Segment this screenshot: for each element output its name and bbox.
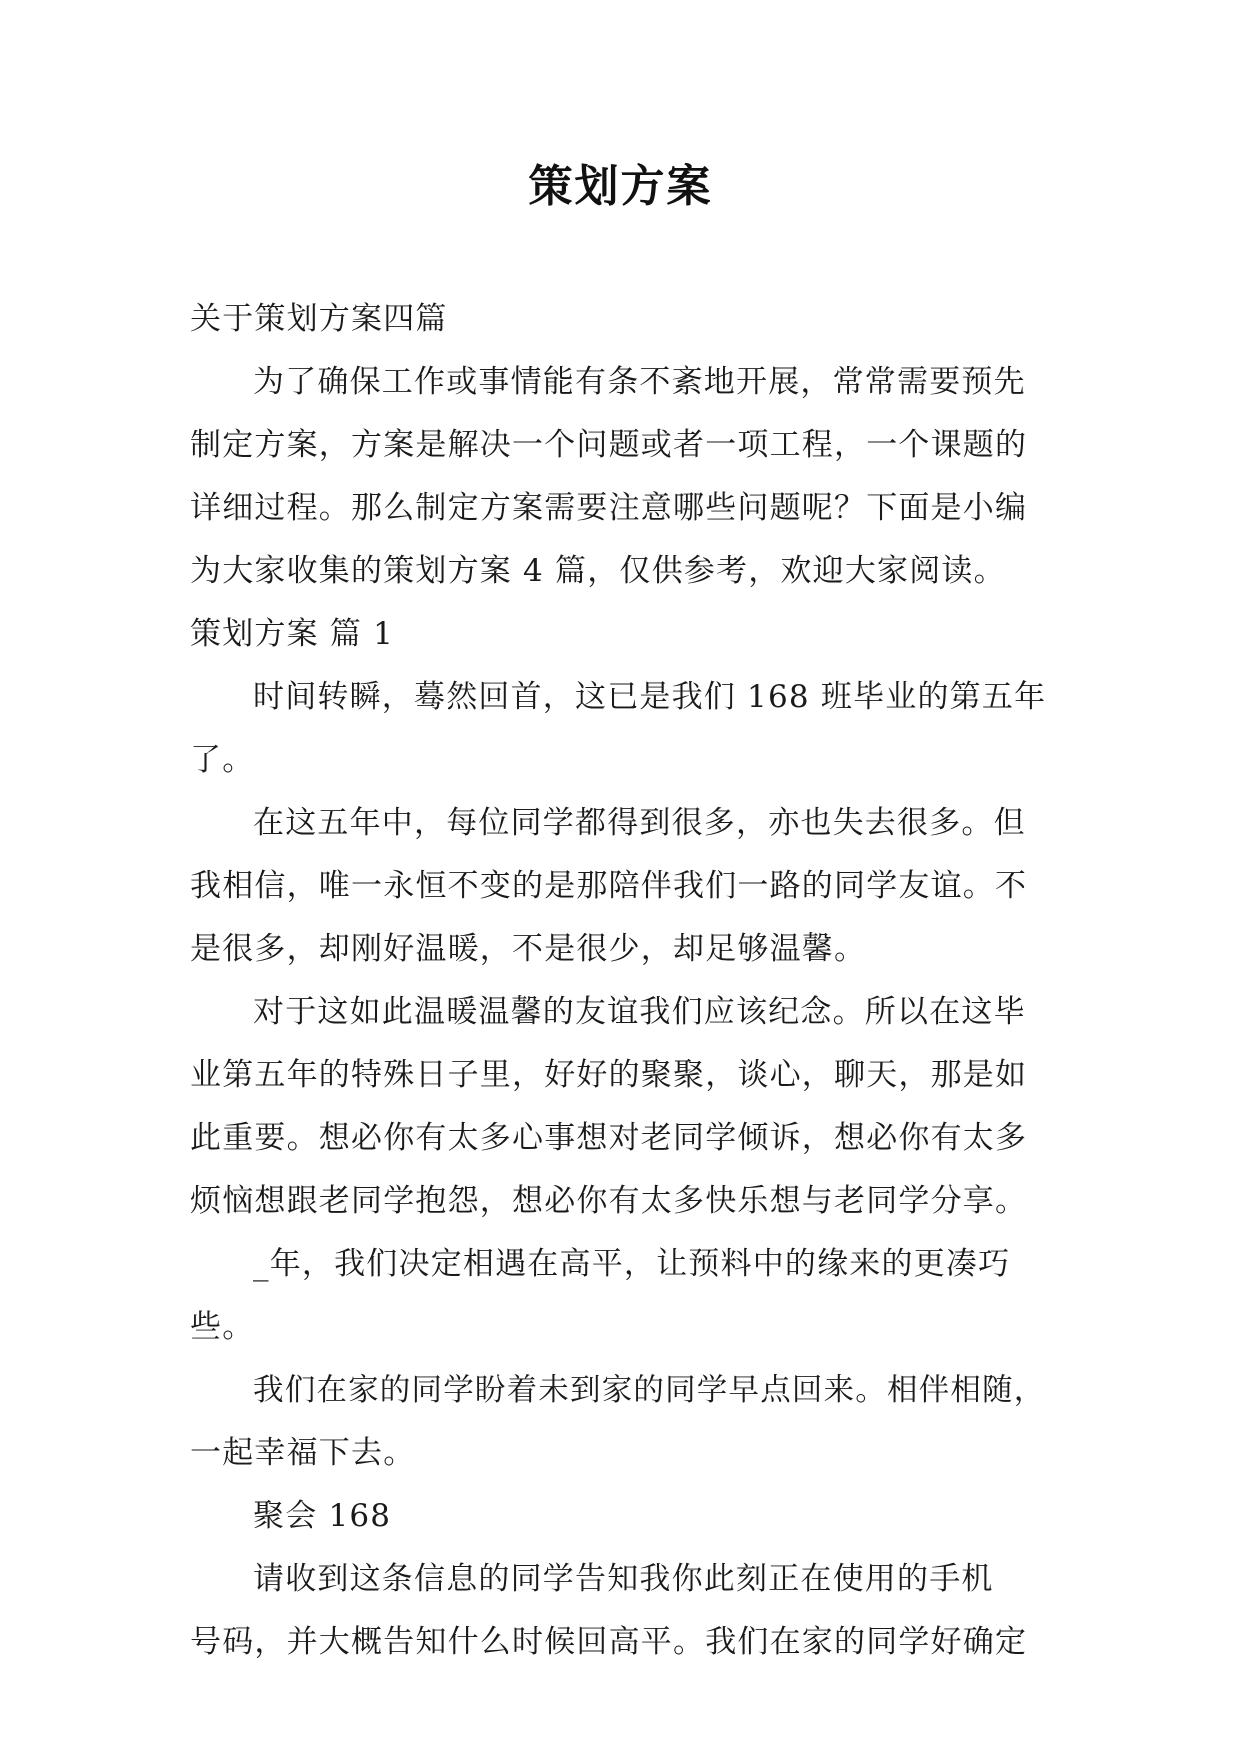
text-line-22: 号码，并大概告知什么时候回高平。我们在家的同学好确定 xyxy=(190,1624,1028,1660)
text-line-4: 详细过程。那么制定方案需要注意哪些问题呢？下面是小编 xyxy=(190,490,1028,526)
text-line-13: 业第五年的特殊日子里，好好的聚聚，谈心，聊天，那是如 xyxy=(190,1057,1028,1093)
text-line-17: 些。 xyxy=(190,1309,255,1345)
text-line-11: 是很多，却刚好温暖，不是很少，却足够温馨。 xyxy=(190,931,867,967)
text-line-8: 了。 xyxy=(190,742,255,778)
text-line-15: 烦恼想跟老同学抱怨，想必你有太多快乐想与老同学分享。 xyxy=(190,1183,1028,1219)
page-title: 策划方案 xyxy=(528,161,713,212)
text-line-19: 一起幸福下去。 xyxy=(190,1435,416,1471)
text-line-10: 我相信，唯一永恒不变的是那陪伴我们一路的同学友谊。不 xyxy=(190,868,1028,904)
text-line-9: 在这五年中，每位同学都得到很多，亦也失去很多。但 xyxy=(253,805,1026,841)
text-line-16: _年，我们决定相遇在高平，让预料中的缘来的更凑巧 xyxy=(253,1246,1011,1282)
text-line-20: 聚会 168 xyxy=(253,1498,392,1534)
text-line-14: 此重要。想必你有太多心事想对老同学倾诉，想必你有太多 xyxy=(190,1120,1028,1156)
section-heading: 策划方案 篇 1 xyxy=(190,616,395,652)
text-line-5: 为大家收集的策划方案 4 篇，仅供参考，欢迎大家阅读。 xyxy=(190,553,1006,589)
text-line-12: 对于这如此温暖温馨的友谊我们应该纪念。所以在这毕 xyxy=(253,994,1026,1030)
text-line-7: 时间转瞬，蓦然回首，这已是我们 168 班毕业的第五年 xyxy=(253,679,1047,715)
text-line-2: 为了确保工作或事情能有条不紊地开展，常常需要预先 xyxy=(253,364,1026,400)
text-line-18: 我们在家的同学盼着未到家的同学早点回来。相伴相随， xyxy=(253,1373,1046,1408)
text-line-1: 关于策划方案四篇 xyxy=(190,301,448,337)
text-line-21: 请收到这条信息的同学告知我你此刻正在使用的手机 xyxy=(253,1561,994,1597)
text-line-3: 制定方案，方案是解决一个问题或者一项工程，一个课题的 xyxy=(190,427,1028,463)
document-body xyxy=(190,288,1052,1674)
